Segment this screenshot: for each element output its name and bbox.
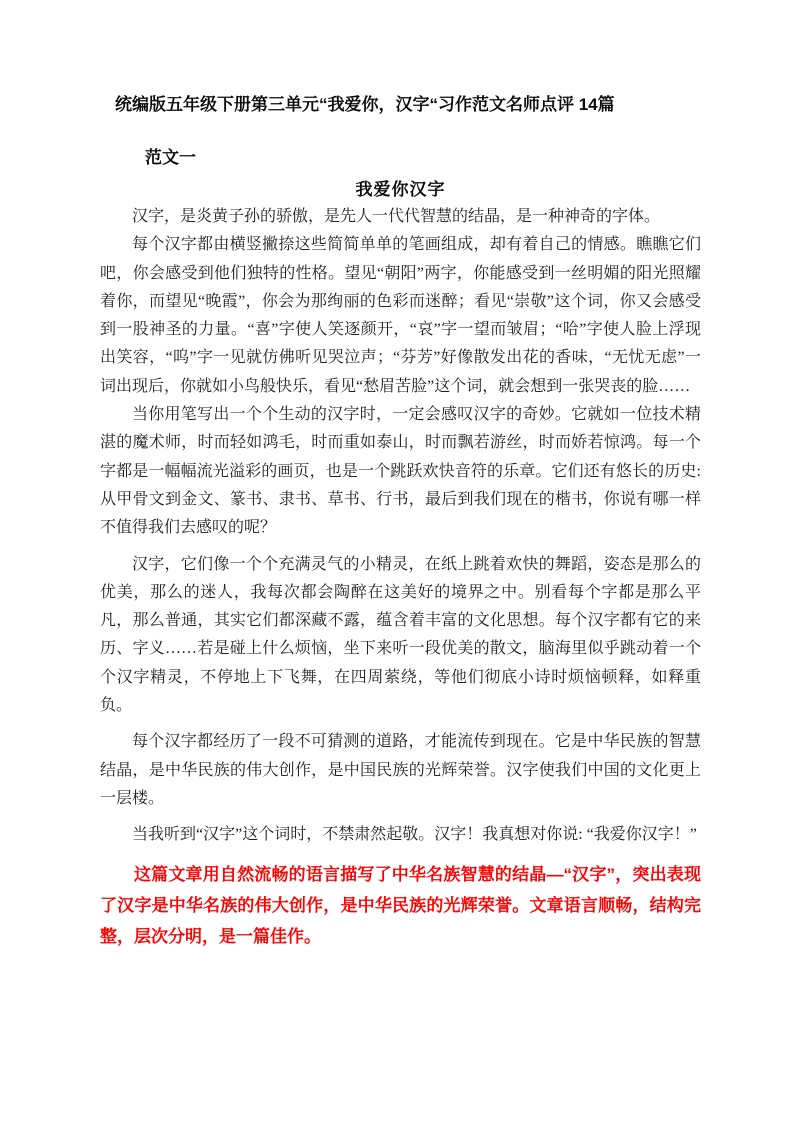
essay-paragraph-6: 当我听到“汉字”这个词时，不禁肃然起敬。汉字！我真想对你说: “我爱你汉字！” <box>132 826 697 844</box>
document-header-title: 统编版五年级下册第三单元“我爱你，汉字“习作范文名师点评 14篇 <box>115 95 615 114</box>
essay-body <box>100 203 701 850</box>
essay-paragraph-5: 每个汉字都经历了一段不可猜测的道路，才能流传到现在。它是中华民族的智慧结晶，是中华民族的伟大创作，是中国民族的光辉荣誉。汉字使我们中国的文化更上一层楼。 <box>100 733 701 807</box>
document-content <box>100 95 701 952</box>
essay-paragraph-1: 汉字，是炎黄子孙的骄傲，是先人一代代智慧的结晶，是一种神奇的字体。 <box>132 208 661 225</box>
essay-paragraph-3: 当你用笔写出一个个生动的汉字时，一定会感叹汉字的奇妙。它就如一位技术精湛的魔术师，时而轻如鸿毛，时而重如泰山，时而飘若游丝，时而娇若惊鸿。每一个字都是一幅幅流光溢彩的画页，也是一个跳跃欢快音符的乐章。它们还有悠长的历史: 从甲骨文到金文、篆书、隶书、草书、行书，最后到我们现在的楷书，你说有哪一样不值得我们去感叹的呢？ <box>100 406 701 537</box>
essay-paragraph-2: 每个汉字都由横竖撇捺这些简简单单的笔画组成，却有着自己的情感。瞧瞧它们吧，你会感受到他们独特的性格。望见“朝阳”两字，你能感受到一丝明媚的阳光照耀着你，而望见“晚霞”，你会为那绚丽的色彩而迷醉；看见“崇敬”这个词，你又会感受到一股神圣的力量。“喜”字使人笑逐颜开，“哀”字一望而皱眉；“哈”字使人脸上浮现出笑容，“呜”字一见就仿佛听见哭泣声；“芬芳”好像散发出花的香味，“无忧无虑”一词出现后，你就如小鸟般快乐，看见“愁眉苦脸”这个词，就会想到一张哭丧的脸…… <box>100 236 701 395</box>
essay-paragraph-4: 汉字，它们像一个个充满灵气的小精灵，在纸上跳着欢快的舞蹈，姿态是那么的优美，那么的迷人，我每次都会陶醉在这美好的境界之中。别看每个字都是那么平凡，那么普通，其实它们都深藏不露，蕴含着丰富的文化思想。每个汉字都有它的来历、字义……若是碰上什么烦恼，坐下来听一段优美的散文，脑海里似乎跳动着一个个汉字精灵，不停地上下飞舞，在四周萦绕，等他们彻底小诗时烦恼顿释，如释重负。 <box>100 555 701 715</box>
essay-section-label: 范文一 <box>145 148 196 167</box>
essay-title: 我爱你汉字 <box>355 180 446 199</box>
teacher-comment: 这篇文章用自然流畅的语言描写了中华名族智慧的结晶—“汉字”，突出表现了汉字是中华名族的伟大创作，是中华民族的光辉荣誉。文章语言顺畅，结构完整，层次分明，是一篇佳作。 <box>100 864 701 946</box>
